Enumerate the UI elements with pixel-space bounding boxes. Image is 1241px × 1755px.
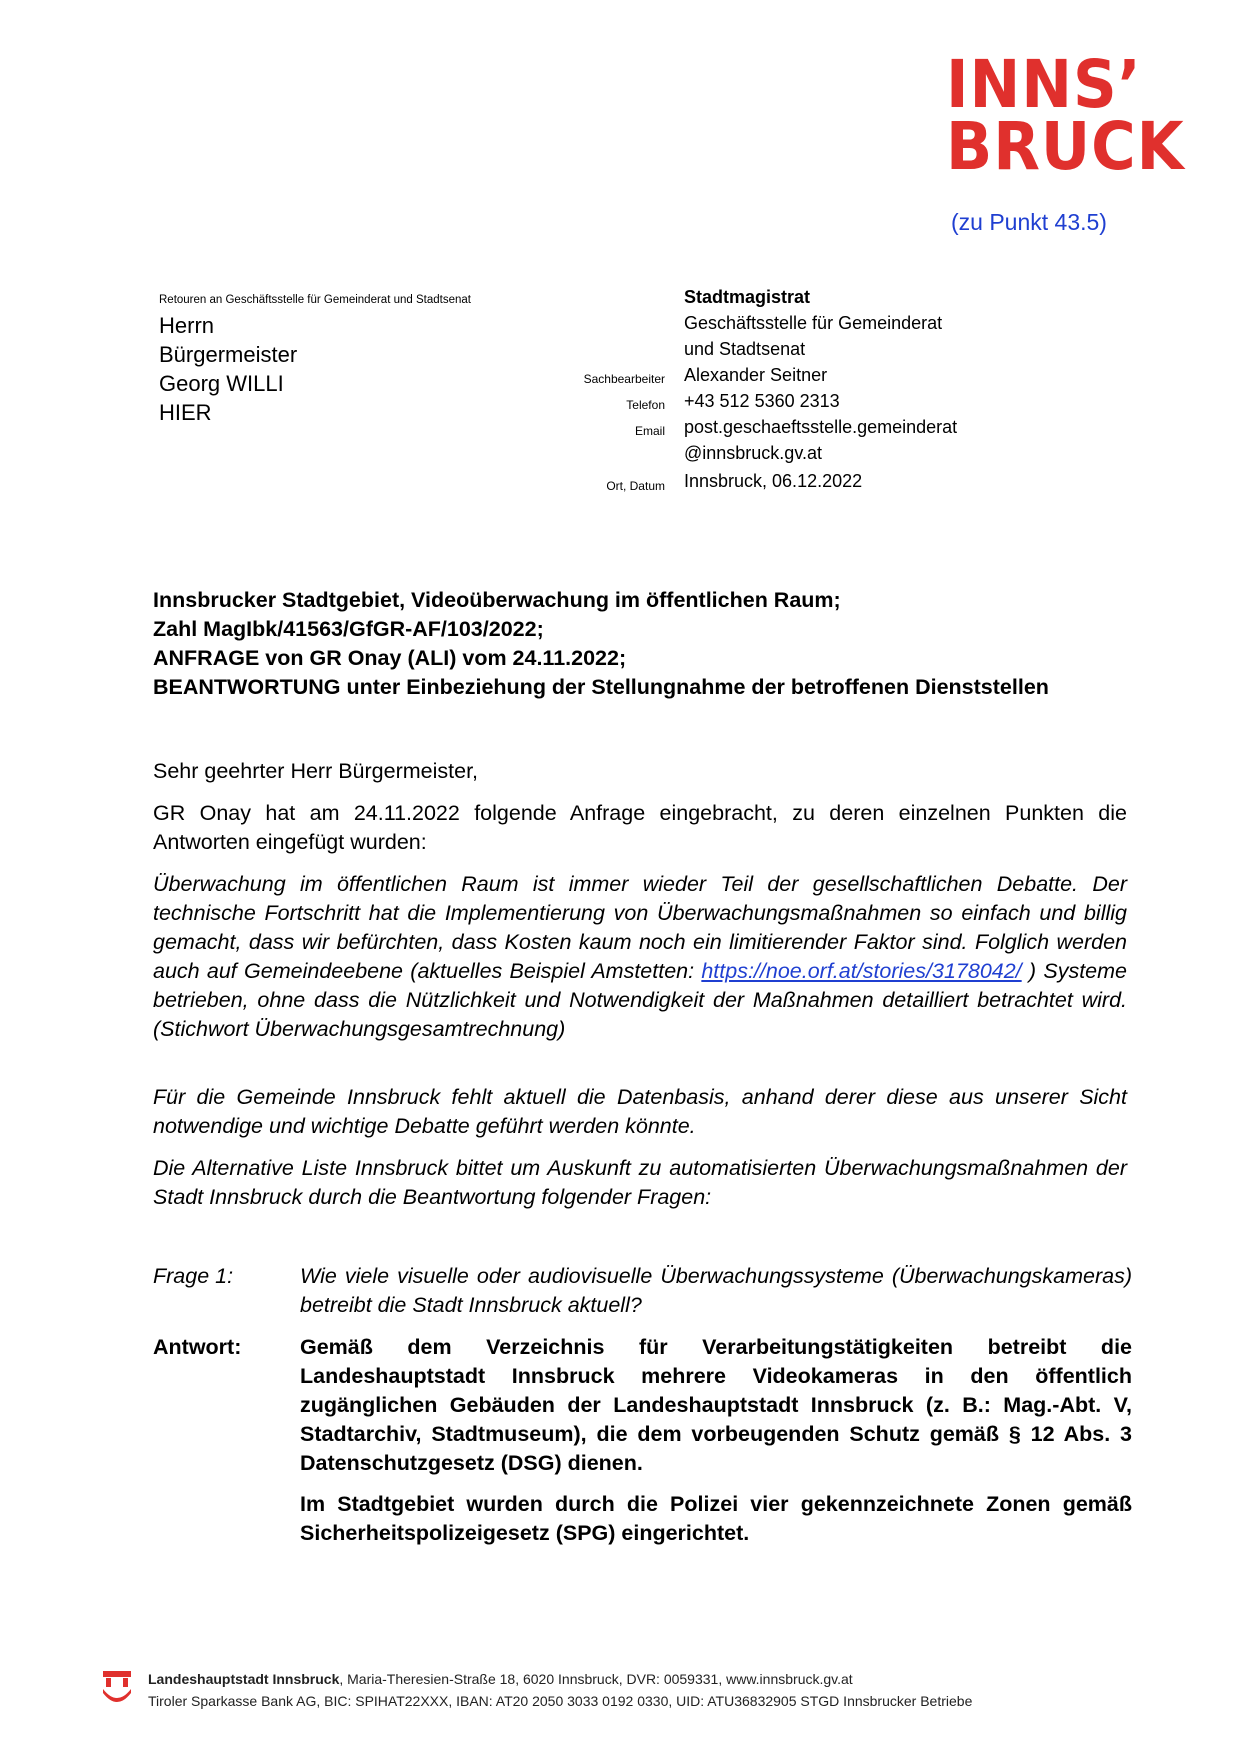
handler-name: Alexander Seitner [684,365,828,385]
answer-label: Antwort: [153,1335,242,1359]
city-coat-of-arms-icon [100,1669,134,1705]
email-label: Email [634,424,665,438]
inquiry-text: Überwachung im öffentlichen Raum ist immer wieder Teil der gesellschaftlichen Debatte. Der technische Fortschritt hat die Implementierung von Überwachungsmaßnahmen so einfach und billig gemacht, dass wir befürchten, dass Kosten kaum noch ein limitierender Faktor sind. Folglich werden auch auf Gemeindeebene (aktuelles Beispiel Amstetten: [153,872,1127,983]
question-text: Wie viele visuelle oder audiovisuelle Überwachungssysteme (Überwachungskameras) betreibt die Stadt Innsbruck aktuell? [300,1264,1132,1317]
sender-dept-line-2: und Stadtsenat [684,339,806,359]
intro-paragraph: GR Onay hat am 24.11.2022 folgende Anfrage eingebracht, zu deren einzelnen Punkten die Antworten eingefügt wurden: [153,801,1127,854]
article-link[interactable]: https://noe.orf.at/stories/3178042/ [701,959,1022,983]
innsbruck-logo [946,46,1196,185]
handler-label: Sachbearbeiter [583,372,665,386]
footer-line-1 [148,1671,853,1687]
logo-line-1: INNS’ [946,46,1142,123]
addressee-line: HIER [159,400,212,425]
email-line-1: post.geschaeftsstelle.gemeinderat [684,417,958,437]
logo-line-2: BRUCK [946,108,1185,185]
footer-city-name: Landeshauptstadt Innsbruck [148,1671,340,1687]
inquiry-paragraph-3: Die Alternative Liste Innsbruck bittet um Auskunft zu automatisierten Überwachungsmaßnahmen der Stadt Innsbruck durch die Beantwortung folgender Fragen: [153,1156,1127,1209]
addressee-block [159,311,297,427]
subject-line: Innsbrucker Stadtgebiet, Videoüberwachung im öffentlichen Raum; [153,588,841,612]
return-note: Retouren an Geschäftsstelle für Gemeinderat und Stadtsenat [159,294,471,306]
addressee-line: Bürgermeister [159,342,298,367]
phone-label: Telefon [626,398,665,412]
subject-line: BEANTWORTUNG unter Einbeziehung der Stellungnahme der betroffenen Dienststellen [153,675,1049,699]
place-date-label: Ort, Datum [606,479,665,493]
salutation: Sehr geehrter Herr Bürgermeister, [153,759,479,783]
footer-address: , Maria-Theresien-Straße 18, 6020 Innsbruck, DVR: 0059331, www.innsbruck.gv.at [339,1671,853,1687]
agenda-reference: (zu Punkt 43.5) [951,209,1107,235]
footer-line-2: Tiroler Sparkasse Bank AG, BIC: SPIHAT22XXX, IBAN: AT20 2050 3033 0192 0330, UID: ATU36832905 STGD Innsbrucker Betriebe [148,1693,973,1709]
inquiry-paragraph-1 [153,870,1127,1044]
subject-line: Zahl MagIbk/41563/GfGR-AF/103/2022; [153,617,544,641]
answer-paragraph-2: Im Stadtgebiet wurden durch die Polizei vier gekennzeichnete Zonen gemäß Sicherheitspolizeigesetz (SPG) eingerichtet. [300,1492,1132,1545]
answer-paragraph-1: Gemäß dem Verzeichnis für Verarbeitungstätigkeiten betreibt die Landeshauptstadt Innsbruck mehrere Videokameras in den öffentlich zugänglichen Gebäuden der Landeshauptstadt Innsbruck (z. B.: Mag.-Abt. V, Stadtarchiv, Stadtmuseum), die dem vorbeugenden Schutz gemäß § 12 Abs. 3 Datenschutzgesetz (DSG) dienen. [300,1335,1132,1475]
addressee-line: Herrn [159,313,215,338]
inquiry-paragraph-2: Für die Gemeinde Innsbruck fehlt aktuell die Datenbasis, anhand derer diese aus unserer Sicht notwendige und wichtige Debatte geführt werden könnte. [153,1085,1127,1138]
phone-number: +43 512 5360 2313 [684,391,840,411]
sender-dept-line-1: Geschäftsstelle für Gemeinderat [684,313,943,333]
email-line-2: @innsbruck.gv.at [684,443,822,463]
inquiry-text: ) Systeme betrieben, ohne dass die Nützlichkeit und Notwendigkeit der Maßnahmen detailliert betrachtet wird. (Stichwort Überwachungsgesamtrechnung) [153,959,1127,1041]
addressee-line: Georg WILLI [159,371,284,396]
subject-line: ANFRAGE von GR Onay (ALI) vom 24.11.2022; [153,646,627,670]
sender-org: Stadtmagistrat [684,287,811,307]
place-date: Innsbruck, 06.12.2022 [684,471,863,491]
question-label: Frage 1: [153,1264,234,1288]
subject-block [153,586,1049,702]
